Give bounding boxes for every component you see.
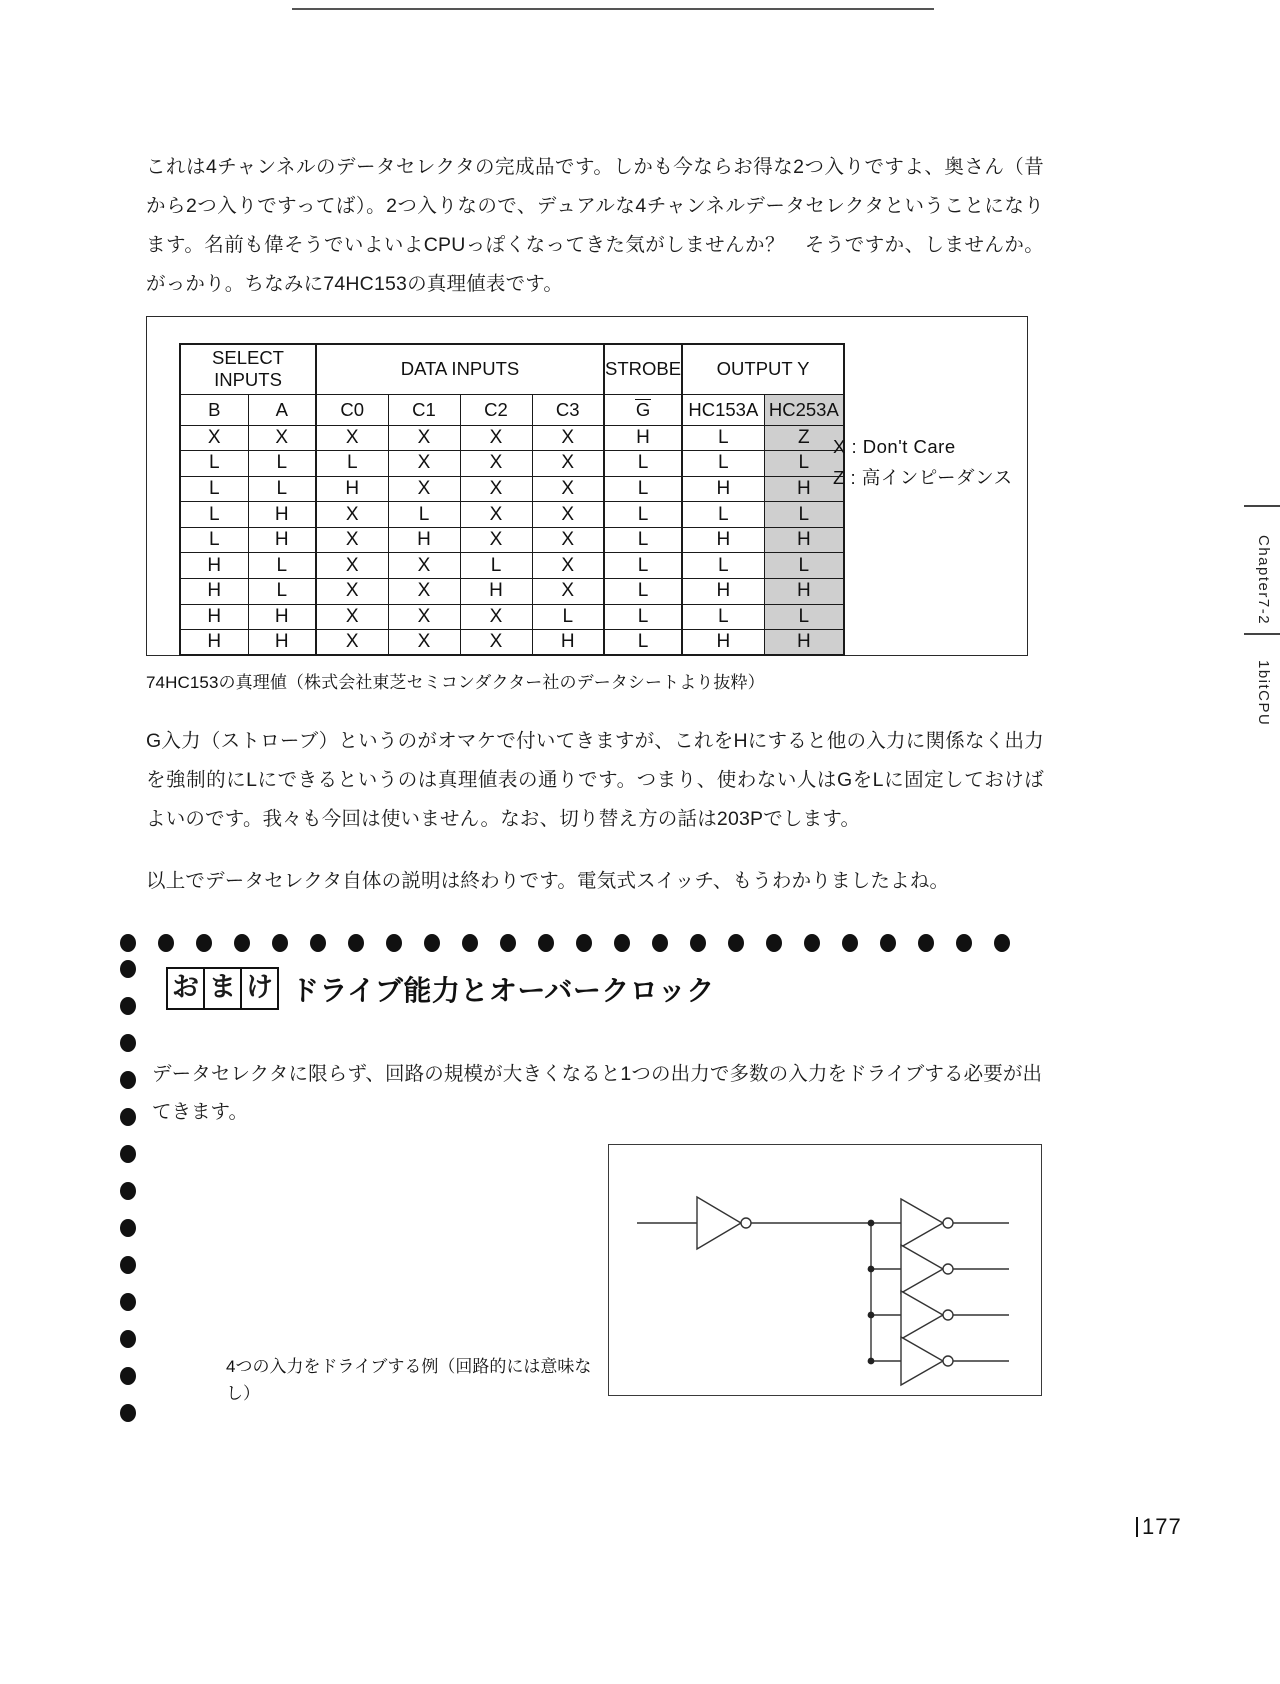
header-select-line1: SELECT — [212, 347, 284, 369]
table-cell-c0: X — [316, 527, 388, 553]
header-strobe: STROBE — [604, 344, 682, 394]
table-cell-g: H — [604, 425, 682, 451]
table-cell-hc253a: L — [764, 451, 844, 477]
table-cell-hc253a: H — [764, 630, 844, 656]
table-cell-c0: H — [316, 476, 388, 502]
divider-dot — [196, 934, 212, 952]
divider-dot — [120, 997, 136, 1015]
table-cell-g: L — [604, 553, 682, 579]
table-row — [180, 425, 844, 451]
col-header-c1: C1 — [388, 394, 460, 425]
table-cell-hc153a: H — [682, 476, 764, 502]
divider-dot — [348, 934, 364, 952]
load-inverter-3-body — [901, 1291, 943, 1339]
table-cell-a: L — [248, 451, 316, 477]
inverter-fanout-diagram — [609, 1145, 1041, 1395]
table-cell-g: L — [604, 630, 682, 656]
table-cell-c3: X — [532, 502, 604, 528]
driver-inverter-body — [697, 1197, 741, 1249]
divider-dot — [120, 1182, 136, 1200]
table-cell-c1: X — [388, 579, 460, 605]
truth-table-caption: 74HC153の真理値（株式会社東芝セミコンダクター社のデータシートより抜粋） — [146, 673, 765, 692]
table-cell-a: H — [248, 527, 316, 553]
table-cell-c3: X — [532, 579, 604, 605]
table-cell-g: L — [604, 604, 682, 630]
table-cell-a: L — [248, 476, 316, 502]
table-cell-c1: X — [388, 425, 460, 451]
divider-dot — [614, 934, 630, 952]
table-cell-c1: X — [388, 476, 460, 502]
junction-dot-1 — [868, 1220, 875, 1227]
divider-dot — [386, 934, 402, 952]
header-select-inputs — [180, 344, 316, 394]
page-number-value: 177 — [1142, 1514, 1182, 1539]
table-cell-b: X — [180, 425, 248, 451]
table-row — [180, 451, 844, 477]
table-cell-a: H — [248, 502, 316, 528]
divider-dot — [766, 934, 782, 952]
divider-dot — [690, 934, 706, 952]
divider-dot — [652, 934, 668, 952]
top-rule — [292, 8, 934, 10]
paragraph-strobe-text: G入力（ストローブ）というのがオマケで付いてきますが、これをHにすると他の入力に関係なく出力を強制的にLにできるというのは真理値表の通りです。つまり、使わない人はGをLに固定しておけばよいのです。我々も今回は使いません。なお、切り替え方の話は203Pでします。 — [146, 730, 1044, 830]
table-cell-c3: X — [532, 527, 604, 553]
col-header-a: A — [248, 394, 316, 425]
table-cell-a: L — [248, 553, 316, 579]
table-cell-b: L — [180, 476, 248, 502]
divider-dot — [120, 934, 136, 952]
col-header-b: B — [180, 394, 248, 425]
paragraph-strobe — [146, 722, 1044, 839]
table-cell-b: L — [180, 502, 248, 528]
divider-dot — [994, 934, 1010, 952]
omake-badge-char-2: ま — [205, 969, 242, 1008]
table-cell-c2: X — [460, 630, 532, 656]
table-cell-c1: X — [388, 451, 460, 477]
table-cell-c3: X — [532, 476, 604, 502]
divider-dot — [234, 934, 250, 952]
table-cell-hc153a: L — [682, 553, 764, 579]
table-cell-a: X — [248, 425, 316, 451]
dotted-divider-vertical — [120, 960, 138, 1430]
load-inverter-2-body — [901, 1245, 943, 1293]
divider-dot — [424, 934, 440, 952]
divider-dot — [120, 1256, 136, 1274]
table-cell-c2: X — [460, 502, 532, 528]
divider-dot — [728, 934, 744, 952]
truth-table-head — [180, 344, 844, 425]
table-row — [180, 527, 844, 553]
circuit-figure — [608, 1144, 1042, 1396]
header-select-line2: INPUTS — [214, 369, 282, 391]
load-inverter-3-bubble — [943, 1310, 953, 1320]
table-cell-hc153a: H — [682, 579, 764, 605]
table-cell-c3: X — [532, 553, 604, 579]
omake-title: ドライブ能力とオーバークロック — [291, 974, 715, 1006]
table-cell-c2: H — [460, 579, 532, 605]
divider-dot — [918, 934, 934, 952]
paragraph-closing-text: 以上でデータセレクタ自体の説明は終わりです。電気式スイッチ、もうわかりましたよね。 — [146, 870, 950, 892]
table-row — [180, 476, 844, 502]
omake-badge — [166, 967, 279, 1010]
table-cell-b: H — [180, 604, 248, 630]
divider-dot — [804, 934, 820, 952]
divider-dot — [120, 1034, 136, 1052]
truth-table-legend — [833, 431, 1013, 493]
table-cell-c0: X — [316, 502, 388, 528]
table-cell-hc153a: L — [682, 604, 764, 630]
driver-inverter-bubble — [741, 1218, 751, 1228]
table-cell-hc253a: H — [764, 527, 844, 553]
table-row — [180, 604, 844, 630]
table-cell-c0: X — [316, 604, 388, 630]
divider-dot — [158, 934, 174, 952]
table-cell-c0: X — [316, 579, 388, 605]
paragraph-closing — [146, 862, 1044, 901]
divider-dot — [272, 934, 288, 952]
divider-dot — [956, 934, 972, 952]
divider-dot — [538, 934, 554, 952]
table-cell-g: L — [604, 579, 682, 605]
table-cell-c3: H — [532, 630, 604, 656]
divider-dot — [120, 1367, 136, 1385]
table-group-header-row — [180, 344, 844, 394]
table-cell-c2: L — [460, 553, 532, 579]
table-cell-c3: L — [532, 604, 604, 630]
table-row — [180, 553, 844, 579]
circuit-figure-caption: 4つの入力をドライブする例（回路的には意味なし） — [226, 1357, 592, 1403]
legend-dont-care: X : Don't Care — [833, 436, 956, 457]
table-cell-hc253a: L — [764, 553, 844, 579]
table-cell-b: H — [180, 630, 248, 656]
load-inverter-4-body — [901, 1337, 943, 1385]
table-cell-g: L — [604, 451, 682, 477]
dotted-divider-horizontal — [120, 934, 1038, 952]
paragraph-intro — [146, 148, 1044, 304]
table-cell-c3: X — [532, 425, 604, 451]
table-cell-c1: L — [388, 502, 460, 528]
table-cell-c0: L — [316, 451, 388, 477]
header-output-y: OUTPUT Y — [682, 344, 844, 394]
truth-table — [179, 343, 845, 656]
side-tab-section: 1bitCPU — [1255, 660, 1272, 727]
table-cell-c2: X — [460, 527, 532, 553]
load-inverter-4-bubble — [943, 1356, 953, 1366]
paragraph-omake — [152, 1055, 1042, 1131]
table-cell-c1: X — [388, 630, 460, 656]
table-row — [180, 579, 844, 605]
table-cell-g: L — [604, 476, 682, 502]
divider-dot — [462, 934, 478, 952]
junction-dot-3 — [868, 1312, 875, 1319]
table-cell-g: L — [604, 502, 682, 528]
divider-dot — [120, 1219, 136, 1237]
divider-dot — [120, 1404, 136, 1422]
truth-table-body — [180, 425, 844, 655]
table-cell-hc253a: Z — [764, 425, 844, 451]
divider-dot — [500, 934, 516, 952]
divider-dot — [120, 1145, 136, 1163]
col-header-c2: C2 — [460, 394, 532, 425]
table-cell-b: L — [180, 527, 248, 553]
load-inverter-2-bubble — [943, 1264, 953, 1274]
divider-dot — [120, 960, 136, 978]
page-number — [1136, 1514, 1182, 1540]
col-header-c3: C3 — [532, 394, 604, 425]
table-cell-c2: X — [460, 476, 532, 502]
col-header-c0: C0 — [316, 394, 388, 425]
col-header-hc153a: HC153A — [682, 394, 764, 425]
table-cell-c2: X — [460, 451, 532, 477]
side-tab — [1244, 505, 1280, 765]
table-column-header-row — [180, 394, 844, 425]
junction-dot-4 — [868, 1358, 875, 1365]
table-cell-hc253a: H — [764, 476, 844, 502]
table-cell-c1: X — [388, 604, 460, 630]
divider-dot — [310, 934, 326, 952]
table-cell-c0: X — [316, 630, 388, 656]
table-cell-hc253a: H — [764, 579, 844, 605]
paragraph-intro-text: これは4チャンネルのデータセレクタの完成品です。しかも今ならお得な2つ入りですよ、奥さん（昔から2つ入りですってば）。2つ入りなので、デュアルな4チャンネルデータセレクタということになります。名前も偉そうでいよいよCPUっぽくなってきた気がしませんか？ そうですか、しませんか。がっかり。ちなみに74HC153の真理値表です。 — [146, 156, 1044, 295]
table-cell-b: L — [180, 451, 248, 477]
table-cell-hc153a: H — [682, 527, 764, 553]
table-cell-a: L — [248, 579, 316, 605]
table-cell-a: H — [248, 604, 316, 630]
table-cell-hc153a: L — [682, 425, 764, 451]
divider-dot — [120, 1293, 136, 1311]
table-cell-hc153a: H — [682, 630, 764, 656]
side-tab-rule-top — [1244, 505, 1280, 507]
table-cell-b: H — [180, 553, 248, 579]
table-cell-hc153a: L — [682, 502, 764, 528]
table-row — [180, 630, 844, 656]
col-header-hc253a: HC253A — [764, 394, 844, 425]
table-row — [180, 502, 844, 528]
table-cell-g: L — [604, 527, 682, 553]
paragraph-omake-text: データセレクタに限らず、回路の規模が大きくなると1つの出力で多数の入力をドライブする必要が出てきます。 — [152, 1063, 1042, 1123]
table-cell-c0: X — [316, 553, 388, 579]
divider-dot — [120, 1071, 136, 1089]
table-cell-c0: X — [316, 425, 388, 451]
load-inverter-1-bubble — [943, 1218, 953, 1228]
side-tab-rule-middle — [1244, 633, 1280, 635]
side-tab-chapter: Chapter7-2 — [1255, 535, 1272, 626]
table-cell-hc253a: L — [764, 502, 844, 528]
divider-dot — [576, 934, 592, 952]
table-cell-a: H — [248, 630, 316, 656]
g-overbar-label: G — [635, 398, 651, 420]
divider-dot — [842, 934, 858, 952]
table-cell-c1: X — [388, 553, 460, 579]
table-cell-b: H — [180, 579, 248, 605]
table-cell-c3: X — [532, 451, 604, 477]
omake-badge-char-3: け — [246, 972, 273, 1002]
omake-section-heading — [166, 967, 715, 1010]
divider-dot — [120, 1108, 136, 1126]
col-header-g-bar — [604, 394, 682, 425]
table-cell-c2: X — [460, 604, 532, 630]
table-cell-hc253a: L — [764, 604, 844, 630]
truth-table-figure — [146, 316, 1028, 656]
junction-dot-2 — [868, 1266, 875, 1273]
divider-dot — [880, 934, 896, 952]
header-data-inputs: DATA INPUTS — [316, 344, 604, 394]
table-cell-c2: X — [460, 425, 532, 451]
page-number-bar — [1136, 1517, 1138, 1537]
table-cell-c1: H — [388, 527, 460, 553]
legend-high-impedance: Z : 高インピーダンス — [833, 467, 1013, 488]
load-inverter-1-body — [901, 1199, 943, 1247]
table-cell-hc153a: L — [682, 451, 764, 477]
divider-dot — [120, 1330, 136, 1348]
omake-badge-char-1: お — [168, 969, 205, 1008]
